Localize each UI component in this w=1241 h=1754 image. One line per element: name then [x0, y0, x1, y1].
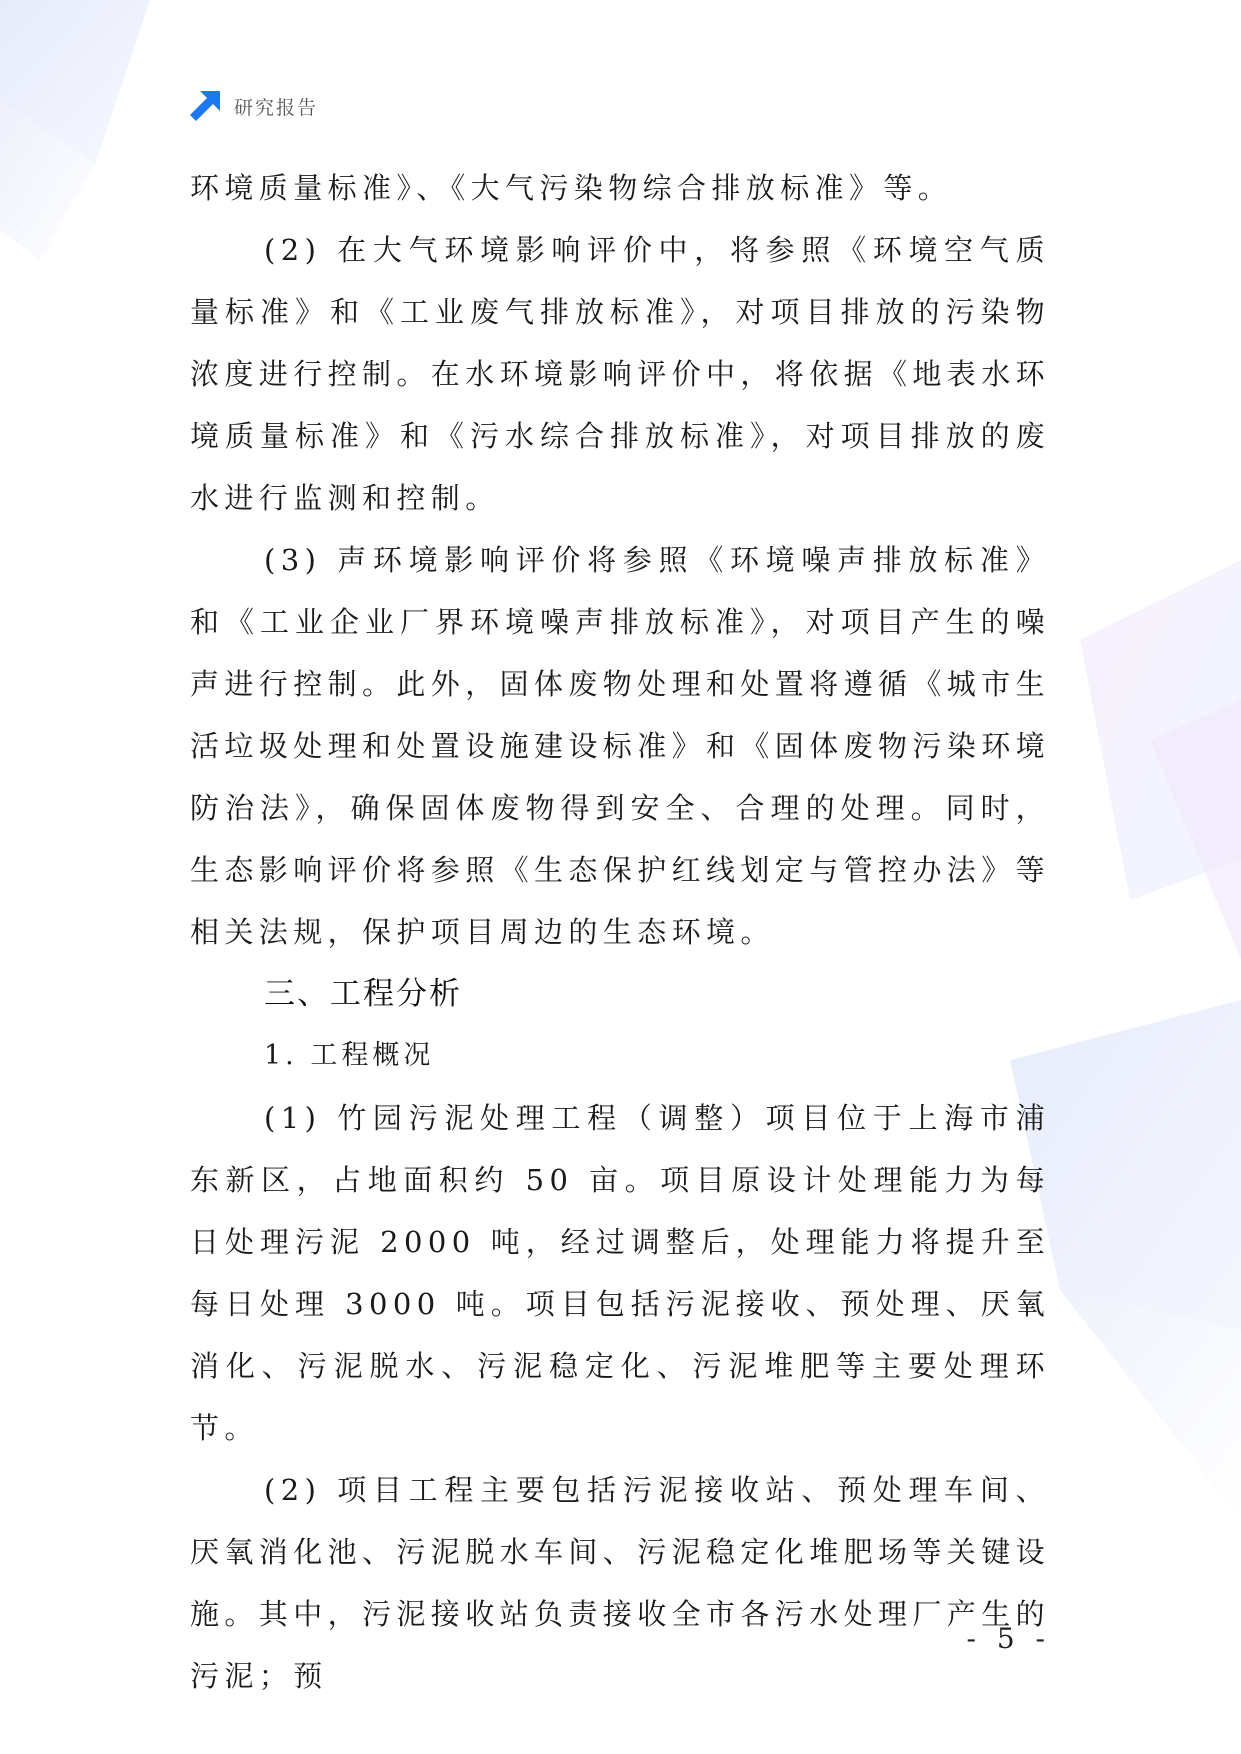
page-header — [188, 88, 318, 124]
paragraph-4: (1) 竹园污泥处理工程（调整）项目位于上海市浦东新区，占地面积约 50 亩。项目原设计处理能力为每日处理污泥 2000 吨，经过调整后，处理能力将提升至每日处理 3000 吨。项目包括污泥接收、预处理、厌氧消化、污泥脱水、污泥稳定化、污泥堆肥等主要处理环节。 — [190, 1101, 1050, 1445]
paragraph-5: (2) 项目工程主要包括污泥接收站、预处理车间、厌氧消化池、污泥脱水车间、污泥稳定化堆肥场等关键设施。其中，污泥接收站负责接收全市各污水处理厂产生的污泥；预 — [190, 1473, 1051, 1693]
header-title: 研究报告 — [234, 96, 319, 119]
paragraph-3: (3) 声环境影响评价将参照《环境噪声排放标准》和《工业企业厂界环境噪声排放标准》，对项目产生的噪声进行控制。此外，固体废物处理和处置将遵循《城市生活垃圾处理和处置设施建设标准》和《固体废物污染环境防治法》，确保固体废物得到安全、合理的处理。同时，生态影响评价将参照《生态保护红线划定与管控办法》等相关法规，保护项目周边的生态环境。 — [190, 543, 1051, 949]
page-number: - 5 - — [966, 1622, 1051, 1655]
document-body — [190, 157, 1050, 1707]
section-title: 三、工程分析 — [264, 976, 462, 1012]
paragraph-2: (2) 在大气环境影响评价中，将参照《环境空气质量标准》和《工业废气排放标准》，对项目排放的污染物浓度进行控制。在水环境影响评价中，将依据《地表水环境质量标准》和《污水综合排放标准》，对项目排放的废水进行监测和控制。 — [190, 233, 1051, 515]
arrow-up-right-icon — [188, 89, 222, 123]
subsection-title: 1. 工程概况 — [264, 1040, 435, 1071]
paragraph-1: 环境质量标准》、《大气污染物综合排放标准》等。 — [190, 171, 953, 205]
